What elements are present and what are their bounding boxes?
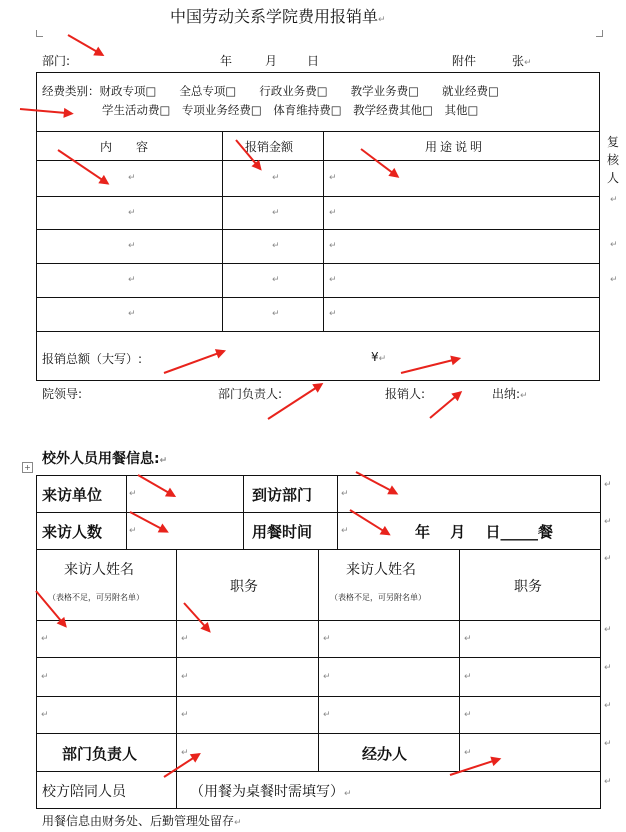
red-arrow-icon (349, 509, 389, 535)
row-end-mark: ↵ (604, 701, 612, 711)
visitor-name-note-2: （表格不足，可另附名单） (330, 593, 426, 602)
row-end-mark: ↵ (604, 480, 612, 490)
position-header-2: 职务 (514, 579, 542, 595)
meal-dept-head-label: 部门负责人 (62, 745, 138, 763)
cell-mark: ↵ (129, 526, 137, 536)
form-title: 中国劳动关系学院费用报销单↵ (170, 7, 386, 26)
cell-mark: ↵ (128, 173, 136, 183)
table-border (36, 475, 601, 476)
red-arrow-icon (68, 34, 104, 56)
reviewer-label-1: 复 (607, 135, 620, 149)
red-arrow-icon (360, 148, 398, 177)
red-arrow-icon (450, 758, 500, 776)
cell-mark: ↵ (464, 710, 472, 720)
table-border (36, 512, 601, 513)
position-header: 职务 (230, 579, 258, 595)
meal-section-title: 校外人员用餐信息:↵ (42, 451, 168, 467)
table-border (126, 475, 127, 550)
cell-mark: ↵ (128, 241, 136, 251)
table-move-handle-icon[interactable]: + (22, 462, 33, 473)
red-arrow-icon (183, 602, 210, 632)
corner-mark (596, 30, 603, 37)
table-border (176, 771, 177, 809)
visit-unit-label: 来访单位 (42, 486, 103, 504)
red-arrow-icon (138, 474, 175, 497)
red-arrow-icon (164, 350, 225, 374)
signature-cashier-label: 出纳:↵ (492, 387, 528, 401)
accompany-label: 校方陪同人员 (42, 784, 126, 800)
table-border (36, 229, 600, 230)
cell-mark: ↵ (272, 208, 280, 218)
column-header-usage: 用途说明 (425, 140, 486, 154)
cell-mark: ↵ (272, 173, 280, 183)
signature-leader-label: 院领导: (42, 387, 83, 401)
cell-mark: ↵ (329, 208, 337, 218)
column-header-content: 内 容 (100, 140, 149, 154)
cell-mark: ↵ (181, 710, 189, 720)
cell-mark: ↵ (181, 672, 189, 682)
table-border (36, 72, 37, 381)
cell-mark: ↵ (272, 275, 280, 285)
table-border (318, 549, 319, 771)
visit-dept-label: 到访部门 (252, 486, 313, 504)
table-border (36, 808, 601, 809)
cell-mark: ↵ (610, 275, 618, 285)
table-border (222, 131, 223, 331)
table-border (323, 131, 324, 331)
cell-mark: ↵ (610, 195, 618, 205)
cell-mark: ↵ (128, 208, 136, 218)
total-amount-label: 报销总额（大写）: (42, 352, 143, 366)
table-border (459, 549, 460, 771)
column-header-amount: 报销金额 (245, 140, 294, 154)
cell-mark: ↵ (464, 672, 472, 682)
attachment-unit: 张↵ (512, 54, 532, 68)
visitor-name-header-2: 来访人姓名 (346, 562, 416, 578)
year-label: 年 (220, 54, 233, 68)
table-border (36, 771, 601, 772)
cell-mark: ↵ (329, 173, 337, 183)
cell-mark: ↵ (181, 634, 189, 644)
table-border (243, 475, 244, 550)
cell-mark: ↵ (610, 240, 618, 250)
attachment-label: 附件 (452, 54, 477, 68)
cell-mark: ↵ (129, 489, 137, 499)
cell-mark: ↵ (464, 748, 472, 758)
cell-mark: ↵ (181, 748, 189, 758)
red-arrow-icon (429, 392, 461, 419)
visitor-name-header: 来访人姓名 (64, 562, 134, 578)
corner-mark (36, 30, 43, 37)
reviewer-label-3: 人 (607, 171, 620, 185)
cell-mark: ↵ (329, 309, 337, 319)
row-end-mark: ↵ (604, 739, 612, 749)
yen-sign: ¥↵ (371, 350, 387, 364)
row-end-mark: ↵ (604, 625, 612, 635)
table-border (36, 160, 600, 161)
handler-label: 经办人 (362, 745, 408, 763)
cell-mark: ↵ (41, 710, 49, 720)
row-end-mark: ↵ (604, 777, 612, 787)
row-end-mark: ↵ (604, 517, 612, 527)
accompany-note: （用餐为桌餐时需填写）↵ (190, 784, 352, 800)
table-border (600, 475, 601, 809)
cell-mark: ↵ (341, 489, 349, 499)
day-label: 日 (307, 54, 320, 68)
table-border (36, 331, 600, 332)
table-border (36, 196, 600, 197)
cell-mark: ↵ (329, 241, 337, 251)
category-row-2: 学生活动费□ 专项业务经费□ 体育维持费□ 教学经费其他□ 其他□ (102, 103, 479, 117)
meal-time-value: 年 月 日_____餐 (415, 523, 553, 541)
table-border (36, 131, 600, 132)
cell-mark: ↵ (323, 710, 331, 720)
department-label: 部门: (42, 54, 71, 68)
cell-mark: ↵ (272, 241, 280, 251)
table-border (36, 297, 600, 298)
table-border (176, 549, 177, 771)
table-border (337, 475, 338, 550)
red-arrow-icon (20, 108, 72, 115)
table-border (36, 475, 37, 809)
meal-time-label: 用餐时间 (252, 523, 313, 541)
table-border (36, 263, 600, 264)
table-border (36, 72, 600, 73)
table-border (599, 72, 600, 381)
footer-note: 用餐信息由财务处、后勤管理处留存↵ (42, 814, 242, 828)
cell-mark: ↵ (128, 309, 136, 319)
cell-mark: ↵ (41, 634, 49, 644)
red-arrow-icon (401, 358, 460, 374)
visitor-name-note: （表格不足，可另附名单） (48, 593, 144, 602)
row-end-mark: ↵ (604, 663, 612, 673)
cell-mark: ↵ (323, 672, 331, 682)
cell-mark: ↵ (329, 275, 337, 285)
signature-dept-head-label: 部门负责人: (218, 387, 283, 401)
visitor-count-label: 来访人数 (42, 523, 103, 541)
month-label: 月 (265, 54, 278, 68)
cell-mark: ↵ (341, 526, 349, 536)
cell-mark: ↵ (128, 275, 136, 285)
cell-mark: ↵ (272, 309, 280, 319)
cell-mark: ↵ (323, 634, 331, 644)
reviewer-label-2: 核 (607, 153, 620, 167)
row-end-mark: ↵ (604, 554, 612, 564)
signature-applicant-label: 报销人: (385, 387, 426, 401)
cell-mark: ↵ (41, 672, 49, 682)
category-row-1: 经费类别：财政专项□ 全总专项□ 行政业务费□ 教学业务费□ 就业经费□ (42, 84, 499, 98)
cell-mark: ↵ (464, 634, 472, 644)
